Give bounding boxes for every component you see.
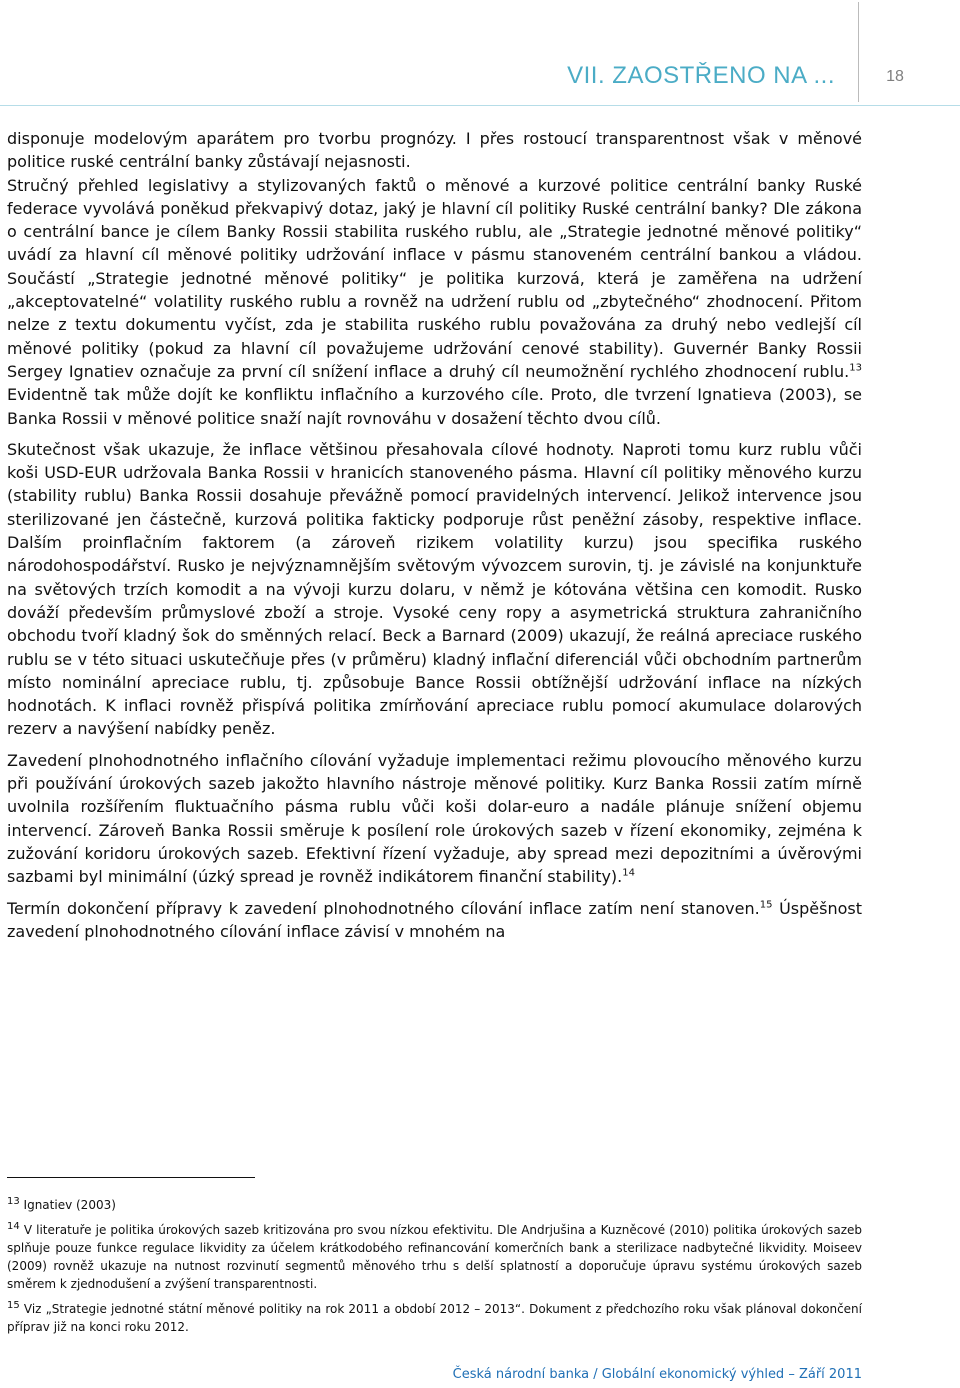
paragraph-4 xyxy=(7,749,862,889)
header-divider-vertical xyxy=(858,2,859,102)
paragraph-5-after: Úspěšnost zavedení plnohodnotného cílování inflace závisí v mnohém na xyxy=(7,898,862,941)
footnote-ref-14[interactable]: 14 xyxy=(622,867,635,879)
footnote-number: 15 xyxy=(7,1300,20,1311)
section-title: VII. ZAOSTŘENO NA ... xyxy=(567,62,835,89)
paragraph-2-text: Stručný přehled legislativy a stylizovaných faktů o měnové a kurzové politice centrální banky Ruské federace vyvolává poněkud překvapivý dotaz, jaký je hlavní cíl politiky Ruské centrální banky? Dle zákona o centrální bance je cílem Banky Rossii stabilita ruského rublu, ale „Strategie jednotné měnové politiky“ uvádí za hlavní cíl měnové politiky udržování inflace v pásmu stanoveném centrální bankou a vládou. Součástí „Strategie jednotné měnové politiky“ je politika kurzová, která je zaměřena na udržení „akceptovatelné“ volatility ruského rublu a rovněž na udržení rublu od „zbytečného“ zhodnocení. Přitom nelze z textu dokumentu vyčíst, zda je stabilita ruského rublu považována za druhý nebo vedlejší cíl měnové politiky (pokud za hlavní cíl považujeme udržování cenové stability). Guvernér Banky Rossii Sergey Ignatiev označuje za první cíl snížení inflace a druhý cíl neumožnění rychlého zhodnocení rublu. xyxy=(7,175,862,381)
footnote-ref-15[interactable]: 15 xyxy=(759,899,773,911)
paragraph-5-text: Termín dokončení přípravy k zavedení plnohodnotného cílování inflace zatím není stanoven. xyxy=(7,898,760,918)
footnote-text: V literatuře je politika úrokových sazeb kritizována pro svou nízkou efektivitu. Dle Andrjušina a Kuzněcové (2010) politika úrokových sazeb splňuje pouze funkce regulace likvidity za účelem krátkodobého refinancování komerčních bank a sterilizace nadbytečné likvidity. Moiseev (2009) rovněž ukazuje na nutnost rozvinutí segmentů měnového trhu s delší splatností a doporučuje úpravu systému úrokových sazeb směrem k zjednodušení a zvýšení transparentnosti. xyxy=(7,1223,862,1291)
footnote-separator xyxy=(7,1177,255,1178)
main-text xyxy=(7,127,862,951)
page-number: 18 xyxy=(886,68,904,85)
footnote-15 xyxy=(7,1300,862,1336)
paragraph-2-after: Evidentně tak může dojít ke konfliktu inflačního a kurzového cíle. Proto, dle tvrzení Ignatieva (2003), se Banka Rossii v měnové politice snaží najít rovnováhu v dosažení těchto dvou cílů. xyxy=(7,385,862,428)
header-divider-horizontal xyxy=(0,105,960,106)
footnote-ref-13[interactable]: 13 xyxy=(849,362,862,374)
paragraph-1 xyxy=(7,127,862,174)
paragraph-4-text: Zavedení plnohodnotného inflačního cílování vyžaduje implementaci režimu plovoucího měnového kurzu při používání úrokových sazeb jakožto hlavního nástroje měnové politiky. Kurz Banka Rossii zatím mírně uvolnila rozšířením fluktuačního pásma rublu vůči koši dolar-euro a nadále plánuje snížení objemu intervencí. Zároveň Banka Rossii směruje k posílení role úrokových sazeb v řízení ekonomiky, zejména k zužování koridoru úrokových sazeb. Efektivní řízení vyžaduje, aby spread mezi depozitními a úvěrovými sazbami byl minimální (úzký spread je rovněž indikátorem finanční stability). xyxy=(7,750,862,887)
footnote-text: Viz „Strategie jednotné státní měnové politiky na rok 2011 a období 2012 – 2013“. Dokument z předchozího roku však plánoval dokončení příprav již na konci roku 2012. xyxy=(7,1302,862,1334)
footnote-text: Ignatiev (2003) xyxy=(19,1198,116,1212)
paragraph-3-text: Skutečnost však ukazuje, že inflace většinou přesahovala cílové hodnoty. Naproti tomu kurz rublu vůči koši USD-EUR udržovala Banka Rossii v hranicích stanoveného pásma. Hlavní cíl politiky měnového kurzu (stability rublu) Banka Rossii dosahuje převážně pomocí pravidelných intervencí. Jelikož intervence jsou sterilizované jen částečně, kurzová politika fakticky podporuje růst peněžní zásoby, respektive inflace. Dalším proinflačním faktorem (a zároveň rizikem volatility kurzu) jsou specifika ruského národohospodářství. Rusko je nejvýznamnějším světovým vývozcem surovin, tj. je závislé na konjunktuře na světových trzích komodit a na vývoji kurzu dolaru, v němž je kótována většina cen komodit. Rusko dováží především průmyslové zboží a stroje. Vysoké ceny ropy a asymetrická struktura zahraničního obchodu tvoří kladný šok do směnných relací. Beck a Barnard (2009) ukazují, že reálná apreciace ruského rublu se v této situaci uskutečňuje přes (v průměru) kladný inflační diferenciál vůči obchodním partnerům místo nominální apreciace rublu, tj. způsobuje Bance Rossii obtížnější udržování inflace na nízkých hodnotách. K inflaci rovněž přispívá politika zmírňování apreciace rublu pomocí akumulace dolarových rezerv a navýšení nabídky peněz. xyxy=(7,439,862,739)
paragraph-1-text: disponuje modelovým aparátem pro tvorbu prognózy. I přes rostoucí transparentnost však v měnové politice ruské centrální banky zůstávají nejasnosti. xyxy=(7,129,862,172)
footnote-number: 13 xyxy=(7,1196,20,1207)
page-footer: Česká národní banka / Globální ekonomický výhled – Září 2011 xyxy=(452,1367,862,1382)
footnote-13 xyxy=(7,1196,862,1214)
footnotes xyxy=(7,1196,862,1343)
footnote-number: 14 xyxy=(7,1221,20,1232)
paragraph-3 xyxy=(7,438,862,741)
paragraph-5 xyxy=(7,897,862,944)
paragraph-2 xyxy=(7,174,862,430)
footnote-14 xyxy=(7,1221,862,1293)
